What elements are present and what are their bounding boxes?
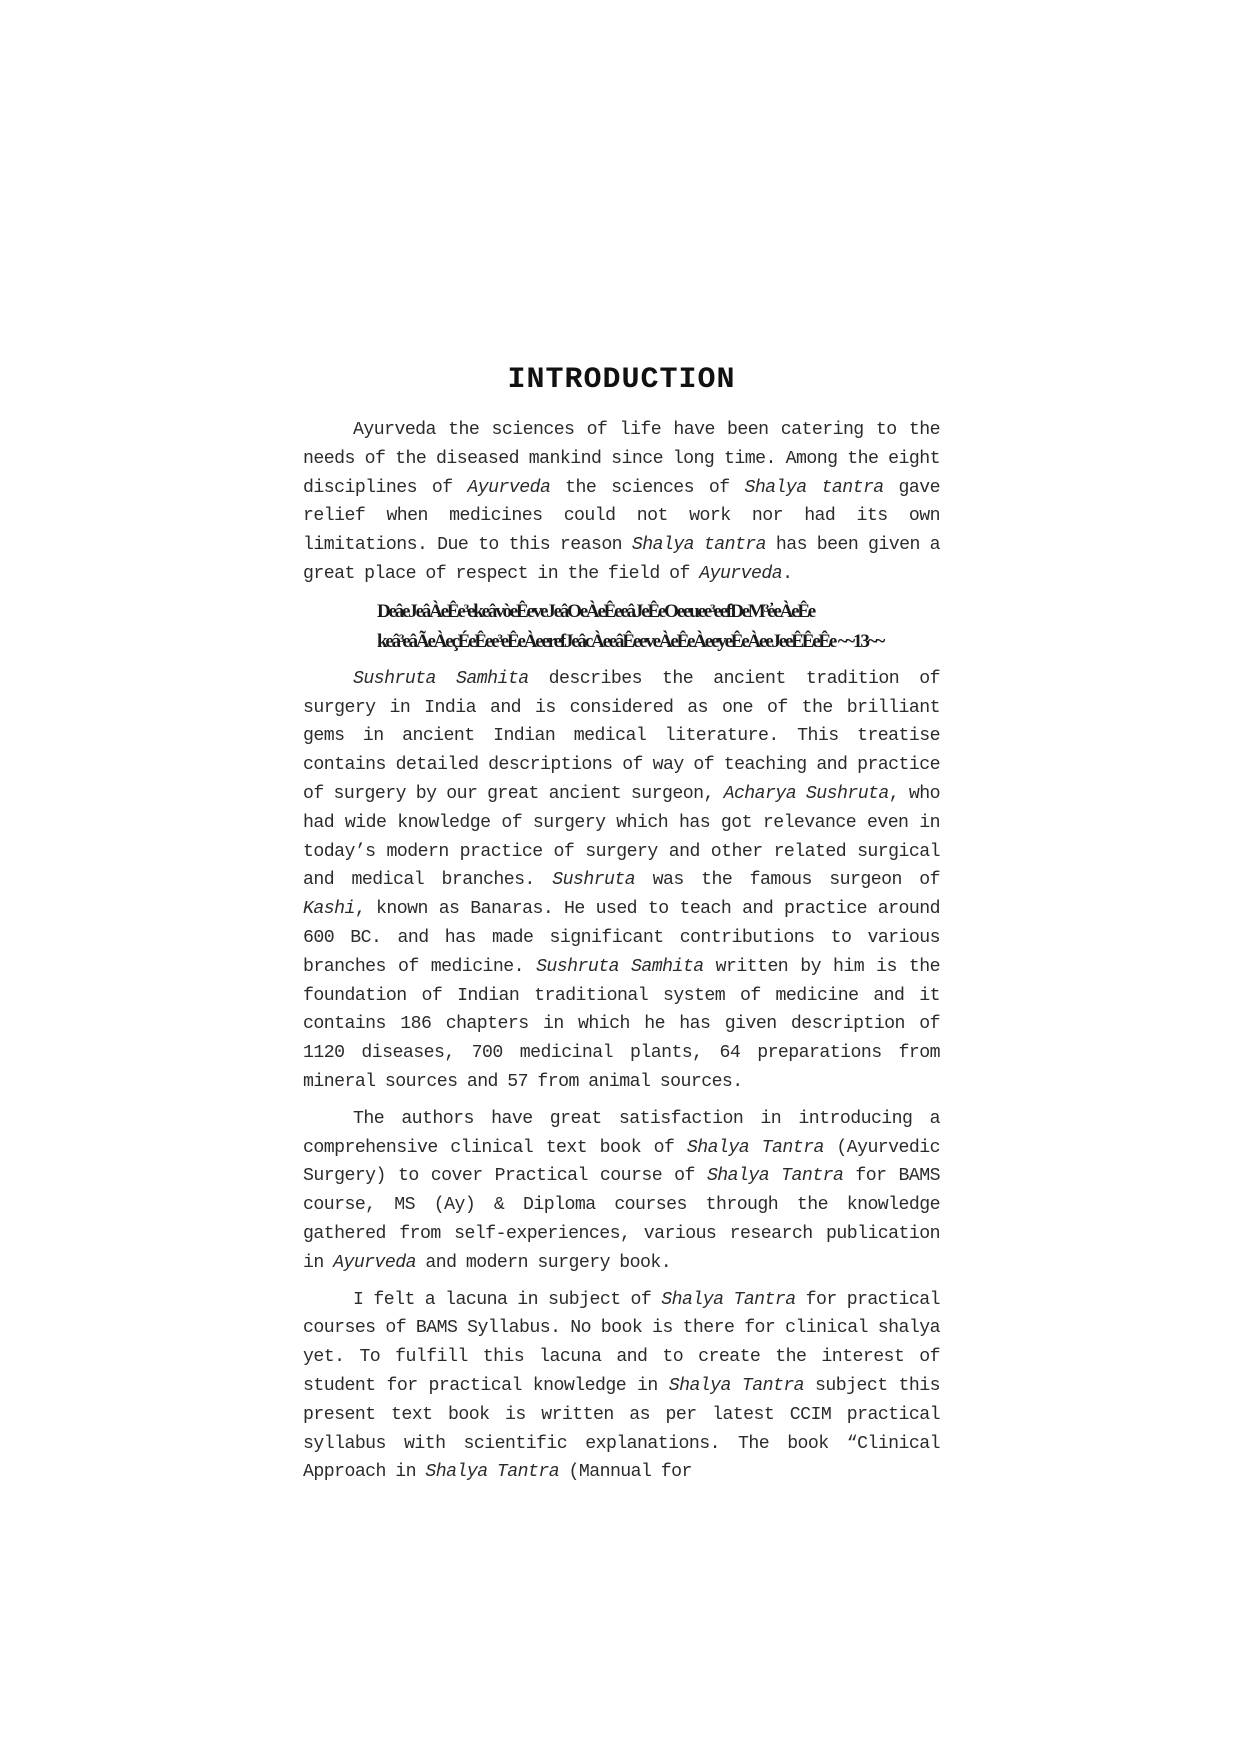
text-run: (Mannual for [559,1462,692,1483]
text-run: the sciences of [550,477,745,498]
text-run: subject this present text book is written as per latest CCIM practical syllabus with scientific explanations. The book “Clinical Approach in [303,1375,940,1483]
italic-term: Shalya Tantra [686,1137,824,1158]
text-run: Ayurveda the sciences of life have been catering to the needs of the diseased mankind since long time. Among the eight disciplines of [303,420,940,498]
paragraph-authors [303,1105,940,1278]
text-run: was the famous surgeon of [635,870,940,891]
text-run: for BAMS course, MS (Ay) & Diploma courses through the knowledge gathered from self-experiences, various research publication in [303,1166,940,1273]
italic-term: Ayurveda [699,563,783,584]
text-run: . [782,563,793,584]
paragraph-lacuna [303,1286,940,1488]
sanskrit-verse [303,597,940,657]
page-title: INTRODUCTION [507,363,736,397]
text-run: The authors have great satisfaction in introducing a comprehensive clinical text book of [303,1108,940,1158]
text-run: has been given a great place of respect in the field of [303,535,940,584]
page-content [303,360,940,1495]
text-run: and modern surgery book. [416,1252,672,1273]
text-run: describes the ancient tradition of surgery in India and is considered as one of the brilliant gems in ancient Indian medical literature. This treatise contains detailed descriptions of way of teaching and practice of surgery by our great ancient surgeon, [303,668,940,804]
italic-term: Shalya tantra [631,535,767,556]
italic-term: Shalya Tantra [668,1375,805,1396]
italic-term: Sushruta Samhita [536,956,704,977]
italic-term: Ayurveda [467,477,551,498]
text-run: (Ayurvedic Surgery) to cover Practical course of [303,1137,940,1187]
paragraph-intro [303,416,940,589]
italic-term: Shalya Tantra [425,1462,560,1483]
italic-term: Ayurveda [333,1252,417,1273]
text-run: I felt a lacuna in subject of [353,1289,662,1310]
text-run: written by him is the foundation of Indian traditional system of medicine and it contains 186 chapters in which he has given description of 1120 diseases, 700 medicinal plants, 64 preparations from mineral sources and 57 from animal sources. [303,956,940,1092]
text-run: gave relief when medicines could not work nor had its own limitations. Due to this reason [303,477,940,556]
italic-term: Shalya Tantra [661,1289,796,1310]
text-run: , known as Banaras. He used to teach and practice around 600 BC. and has made significant contributions to various branches of medicine. [303,899,940,977]
italic-term: Shalya Tantra [706,1166,844,1187]
italic-term: Sushruta Samhita [353,668,529,689]
italic-term: Kashi [303,899,355,920]
verse-line-1: DeâeJeâÀeÊe³ekeâvòeÊeveJeâOeÀeÊeeâJeÊeOeeuee³eefDeM³e̓eÀeÊe [377,600,815,622]
italic-term: Shalya tantra [744,477,884,498]
paragraph-sushruta [303,665,940,1097]
italic-term: Acharya Sushruta [723,783,889,804]
italic-term: Sushruta [552,870,636,891]
verse-line-2: keâ³eâÃeÀeçÉeÊee³eÊeÀeerefJeâcÀeeâÊeeveÀeÊeÀeeyeÊeÀeeJeeÊÊeÊe ~~13~~ [377,630,884,652]
text-run: for practical courses of BAMS Syllabus. No book is there for clinical shalya yet. To fulfill this lacuna and to create the interest of student for practical knowledge in [303,1289,940,1396]
text-run: , who had wide knowledge of surgery which has got relevance even in today’s modern practice of surgery and other related surgical and medical branches. [303,783,940,891]
